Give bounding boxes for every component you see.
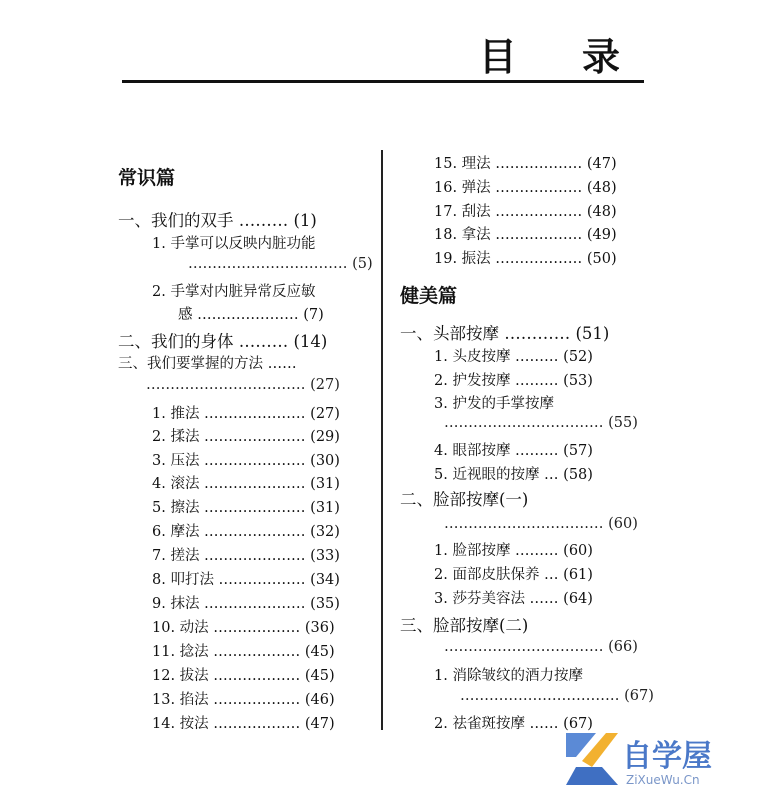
toc-entry: 15. 理法 ……………… (47)	[434, 156, 617, 172]
toc-entry: 二、脸部按摩(一)	[400, 490, 529, 509]
toc-entry: 5. 近视眼的按摩 … (58)	[434, 467, 593, 483]
toc-entry: 13. 掐法 ……………… (46)	[152, 692, 335, 708]
toc-entry: 3. 压法 ………………… (30)	[152, 453, 340, 469]
toc-entry: 8. 叩打法 ……………… (34)	[152, 572, 340, 588]
toc-entry: …………………………… (60)	[444, 516, 638, 532]
toc-entry: 一、我们的双手 ……… (1)	[118, 211, 317, 230]
toc-entry: 7. 搓法 ………………… (33)	[152, 548, 340, 564]
toc-entry: 12. 拔法 ……………… (45)	[152, 668, 335, 684]
toc-entry: 1. 头皮按摩 ……… (52)	[434, 349, 593, 365]
toc-entry: 三、我们要掌握的方法 ……	[118, 356, 297, 372]
toc-entry: 三、脸部按摩(二)	[400, 616, 529, 635]
title-rule	[122, 80, 644, 83]
toc-entry: 19. 振法 ……………… (50)	[434, 251, 617, 267]
watermark-url: ZiXueWu.Cn	[626, 773, 700, 787]
toc-entry: 14. 按法 ……………… (47)	[152, 716, 335, 732]
toc-entry: 2. 揉法 ………………… (29)	[152, 429, 340, 445]
toc-entry: …………………………… (66)	[444, 639, 638, 655]
toc-entry: 感 ………………… (7)	[178, 307, 324, 323]
toc-entry: 6. 摩法 ………………… (32)	[152, 524, 340, 540]
section-heading: 常识篇	[118, 167, 176, 189]
toc-entry: 2. 面部皮肤保养 … (61)	[434, 567, 593, 583]
toc-entry: 4. 眼部按摩 ……… (57)	[434, 443, 593, 459]
toc-entry: 16. 弹法 ……………… (48)	[434, 180, 617, 196]
toc-entry: 2. 手掌对内脏异常反应敏	[152, 284, 316, 300]
toc-entry: 3. 护发的手掌按摩	[434, 396, 554, 412]
toc-entry: 4. 滚法 ………………… (31)	[152, 476, 340, 492]
watermark-logo	[562, 727, 762, 797]
column-divider	[381, 150, 383, 730]
watermark-text: 自学屋	[622, 739, 712, 774]
toc-entry: 1. 推法 ………………… (27)	[152, 406, 340, 422]
toc-entry: 1. 脸部按摩 ……… (60)	[434, 543, 593, 559]
toc-entry: …………………………… (5)	[188, 256, 373, 272]
toc-entry: 9. 抹法 ………………… (35)	[152, 596, 340, 612]
toc-entry: 二、我们的身体 ……… (14)	[118, 332, 328, 351]
toc-entry: …………………………… (27)	[146, 377, 340, 393]
section-heading: 健美篇	[400, 285, 458, 307]
toc-entry: 18. 拿法 ……………… (49)	[434, 227, 617, 243]
toc-entry: 1. 消除皱纹的酒力按摩	[434, 668, 583, 684]
toc-entry: 2. 祛雀斑按摩 …… (67)	[434, 716, 593, 732]
toc-entry: 1. 手掌可以反映内脏功能	[152, 236, 316, 252]
toc-entry: 3. 莎芬美容法 …… (64)	[434, 591, 593, 607]
toc-entry: 5. 擦法 ………………… (31)	[152, 500, 340, 516]
toc-entry: …………………………… (55)	[444, 415, 638, 431]
zx-logo-icon	[562, 727, 622, 789]
toc-entry: 17. 刮法 ……………… (48)	[434, 204, 617, 220]
toc-entry: …………………………… (67)	[460, 688, 654, 704]
page-title: 目 录	[478, 35, 646, 79]
toc-entry: 2. 护发按摩 ……… (53)	[434, 373, 593, 389]
toc-entry: 11. 捻法 ……………… (45)	[152, 644, 335, 660]
toc-entry: 一、头部按摩 ………… (51)	[400, 324, 610, 343]
toc-entry: 10. 动法 ……………… (36)	[152, 620, 335, 636]
